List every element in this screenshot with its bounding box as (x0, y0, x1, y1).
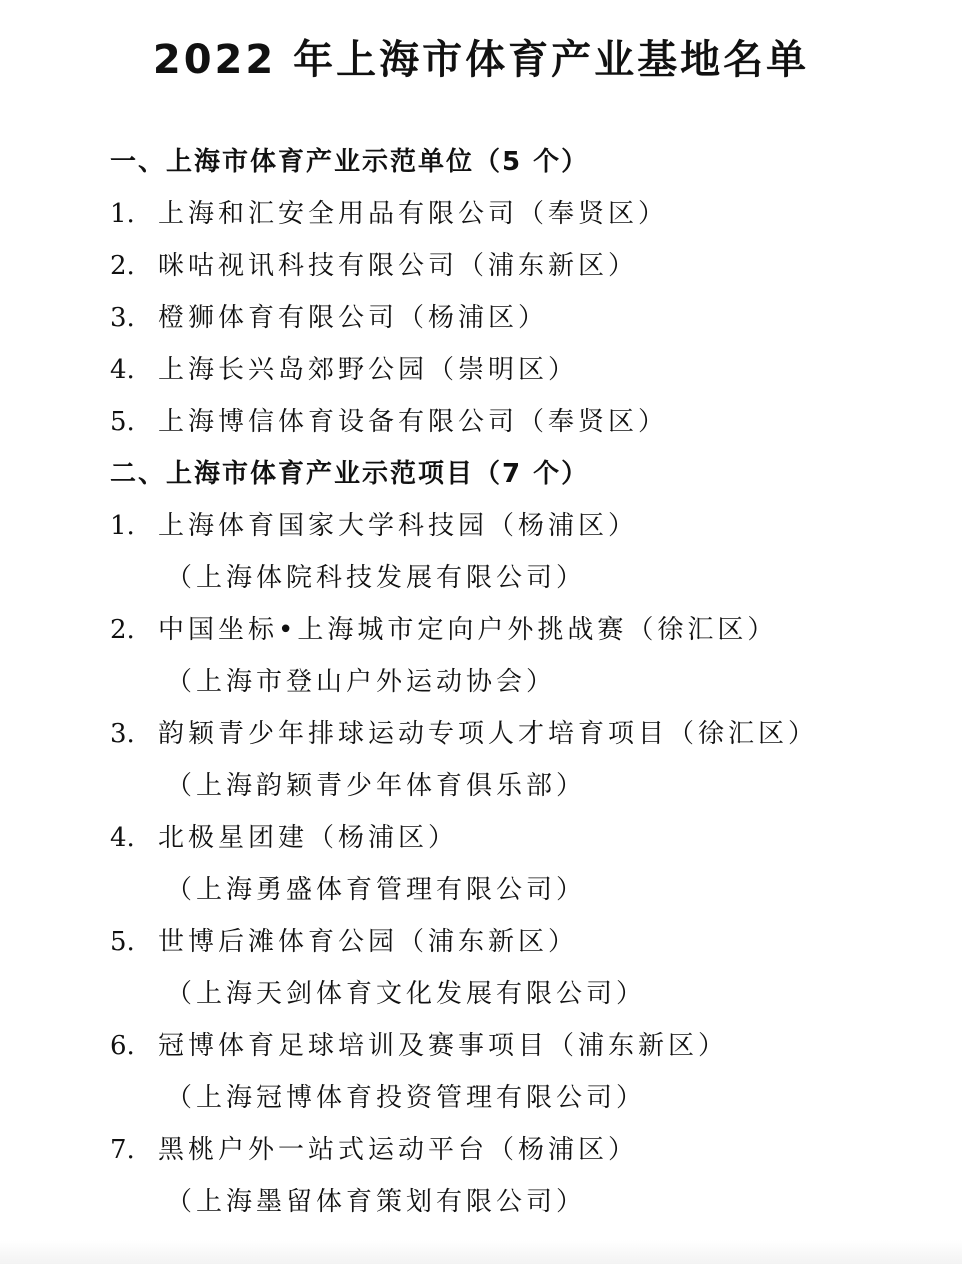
item-number: 2. (110, 251, 135, 281)
item-number: 3. (110, 719, 135, 749)
item-number: 1. (110, 199, 135, 229)
item-name: 上海长兴岛郊野公园（崇明区） (158, 355, 579, 385)
item-number: 7. (110, 1135, 135, 1165)
base-list (110, 136, 940, 1228)
list-item (110, 812, 940, 864)
item-organization: （上海体院科技发展有限公司） (166, 563, 587, 593)
item-number: 1. (110, 511, 135, 541)
item-name: 韵颖青少年排球运动专项人才培育项目（徐汇区） (158, 719, 819, 749)
item-name: 世博后滩体育公园（浦东新区） (158, 927, 579, 957)
item-name: 北极星团建（杨浦区） (158, 823, 459, 853)
item-number: 6. (110, 1031, 135, 1061)
item-name: 橙狮体育有限公司（杨浦区） (158, 303, 549, 333)
item-name: 中国坐标•上海城市定向户外挑战赛（徐汇区） (158, 615, 778, 645)
document-title: 2022 年上海市体育产业基地名单 (152, 37, 810, 83)
item-organization: （上海冠博体育投资管理有限公司） (166, 1083, 647, 1113)
list-item (110, 500, 940, 552)
item-organization: （上海墨留体育策划有限公司） (166, 1187, 587, 1217)
item-organization: （上海天剑体育文化发展有限公司） (166, 979, 647, 1009)
item-organization: （上海勇盛体育管理有限公司） (166, 875, 587, 905)
list-item (110, 1124, 940, 1176)
item-name: 冠博体育足球培训及赛事项目（浦东新区） (158, 1031, 729, 1061)
list-item (110, 916, 940, 968)
item-number: 2. (110, 615, 135, 645)
item-name: 咪咕视讯科技有限公司（浦东新区） (158, 251, 639, 281)
item-name: 黑桃户外一站式运动平台（杨浦区） (158, 1135, 639, 1165)
list-item (110, 604, 940, 656)
item-number: 5. (110, 407, 135, 437)
section-heading-demo-units: 一、上海市体育产业示范单位（5 个） (110, 147, 590, 177)
item-number: 4. (110, 823, 135, 853)
item-organization: （上海韵颖青少年体育俱乐部） (166, 771, 587, 801)
section-heading-demo-projects: 二、上海市体育产业示范项目（7 个） (110, 459, 590, 489)
item-number: 4. (110, 355, 135, 385)
item-number: 5. (110, 927, 135, 957)
item-organization: （上海市登山户外运动协会） (166, 667, 557, 697)
item-name: 上海体育国家大学科技园（杨浦区） (158, 511, 639, 541)
list-item (110, 344, 940, 396)
list-item (110, 708, 940, 760)
list-item (110, 292, 940, 344)
list-item (110, 240, 940, 292)
item-name: 上海博信体育设备有限公司（奉贤区） (158, 407, 669, 437)
page-bottom-edge (0, 1240, 962, 1264)
list-item (110, 396, 940, 448)
list-item (110, 1020, 940, 1072)
item-name: 上海和汇安全用品有限公司（奉贤区） (158, 199, 669, 229)
item-number: 3. (110, 303, 135, 333)
list-item (110, 188, 940, 240)
